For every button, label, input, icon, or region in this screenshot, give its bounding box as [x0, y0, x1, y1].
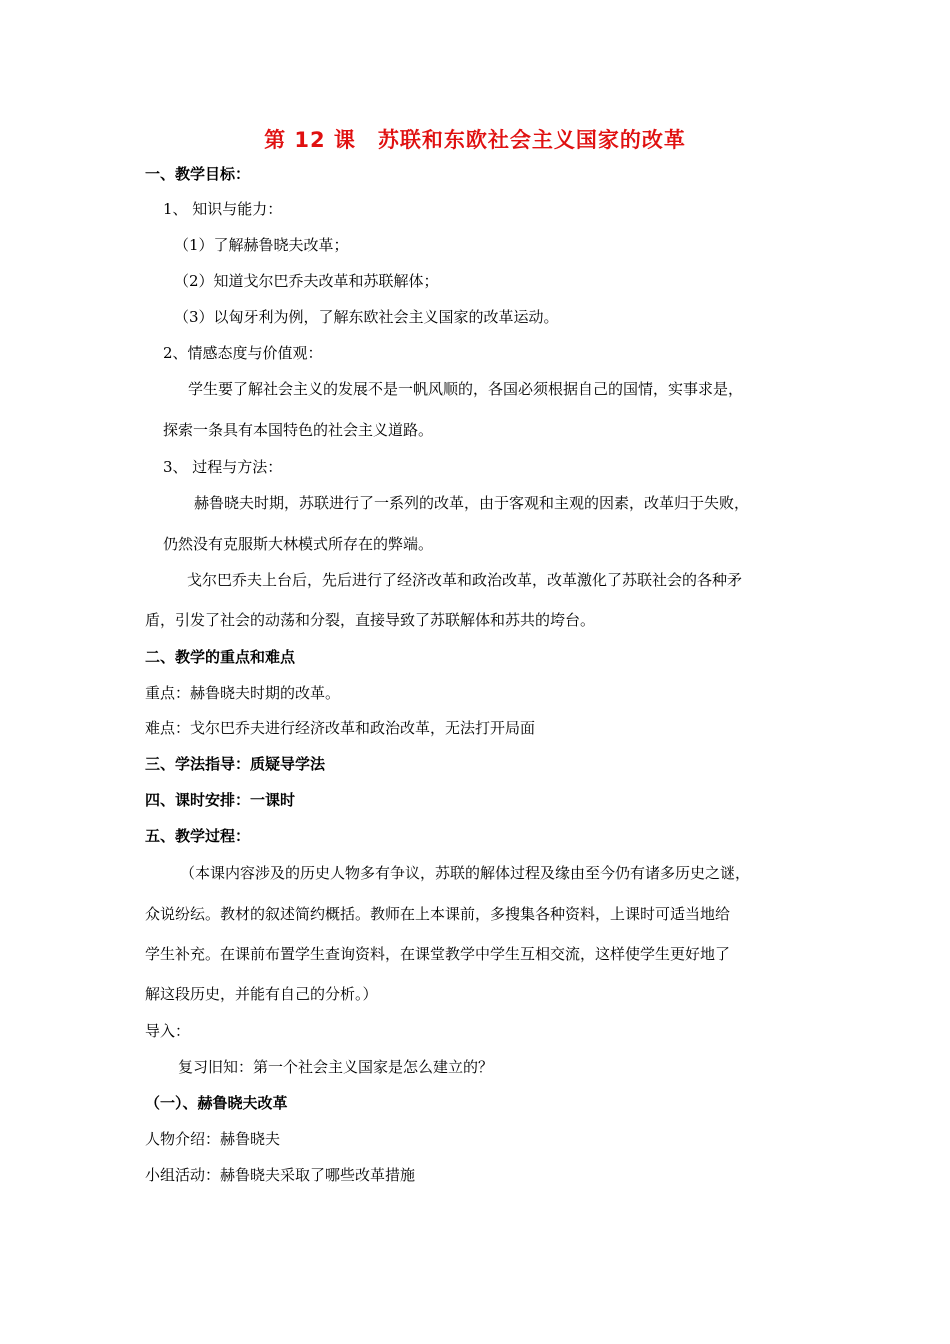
- paragraph-line: （本课内容涉及的历史人物多有争议，苏联的解体过程及缘由至今仍有诸多历史之谜，: [180, 864, 751, 882]
- paragraph-line: 赫鲁晓夫时期，苏联进行了一系列的改革，由于客观和主观的因素，改革归于失败，: [194, 494, 750, 512]
- objective-item: （1）了解赫鲁晓夫改革；: [174, 236, 349, 254]
- paragraph-line: 探索一条具有本国特色的社会主义道路。: [163, 421, 434, 439]
- key-point: 重点：赫鲁晓夫时期的改革。: [145, 684, 341, 702]
- intro-question: 复习旧知：第一个社会主义国家是怎么建立的？: [178, 1058, 494, 1076]
- group-activity: 小组活动：赫鲁晓夫采取了哪些改革措施: [145, 1166, 416, 1184]
- paragraph-line: 戈尔巴乔夫上台后，先后进行了经济改革和政治改革，改革激化了苏联社会的各种矛: [187, 571, 743, 589]
- person-intro: 人物介绍：赫鲁晓夫: [145, 1130, 281, 1148]
- page-title: 第 12 课 苏联和东欧社会主义国家的改革: [264, 128, 686, 152]
- subsection-heading: （一）、赫鲁晓夫改革: [145, 1094, 288, 1112]
- section-method-heading: 三、学法指导：质疑导学法: [145, 755, 326, 773]
- paragraph-line: 盾，引发了社会的动荡和分裂，直接导致了苏联解体和苏共的垮台。: [145, 611, 596, 629]
- paragraph-line: 仍然没有克服斯大林模式所存在的弊端。: [163, 535, 434, 553]
- objective-item: （2）知道戈尔巴乔夫改革和苏联解体；: [174, 272, 439, 290]
- section-process-heading: 五、教学过程：: [145, 827, 251, 845]
- section-objectives-heading: 一、教学目标：: [145, 165, 251, 183]
- paragraph-line: 众说纷纭。教材的叙述简约概括。教师在上本课前，多搜集各种资料，上课时可适当地给: [145, 905, 731, 923]
- intro-label: 导入：: [145, 1022, 191, 1040]
- objective-knowledge-heading: 1、 知识与能力：: [163, 200, 283, 218]
- objective-attitude-heading: 2、情感态度与价值观：: [163, 344, 323, 362]
- objective-item: （3）以匈牙利为例，了解东欧社会主义国家的改革运动。: [174, 308, 559, 326]
- paragraph-line: 解这段历史，并能有自己的分析。）: [145, 985, 378, 1003]
- paragraph-line: 学生要了解社会主义的发展不是一帆风顺的，各国必须根据自己的国情，实事求是，: [188, 380, 744, 398]
- section-key-points-heading: 二、教学的重点和难点: [145, 648, 296, 666]
- paragraph-line: 学生补充。在课前布置学生查询资料，在课堂教学中学生互相交流，这样使学生更好地了: [145, 945, 731, 963]
- section-schedule-heading: 四、课时安排：一课时: [145, 791, 296, 809]
- difficult-point: 难点：戈尔巴乔夫进行经济改革和政治改革，无法打开局面: [145, 719, 536, 737]
- objective-process-heading: 3、 过程与方法：: [163, 458, 283, 476]
